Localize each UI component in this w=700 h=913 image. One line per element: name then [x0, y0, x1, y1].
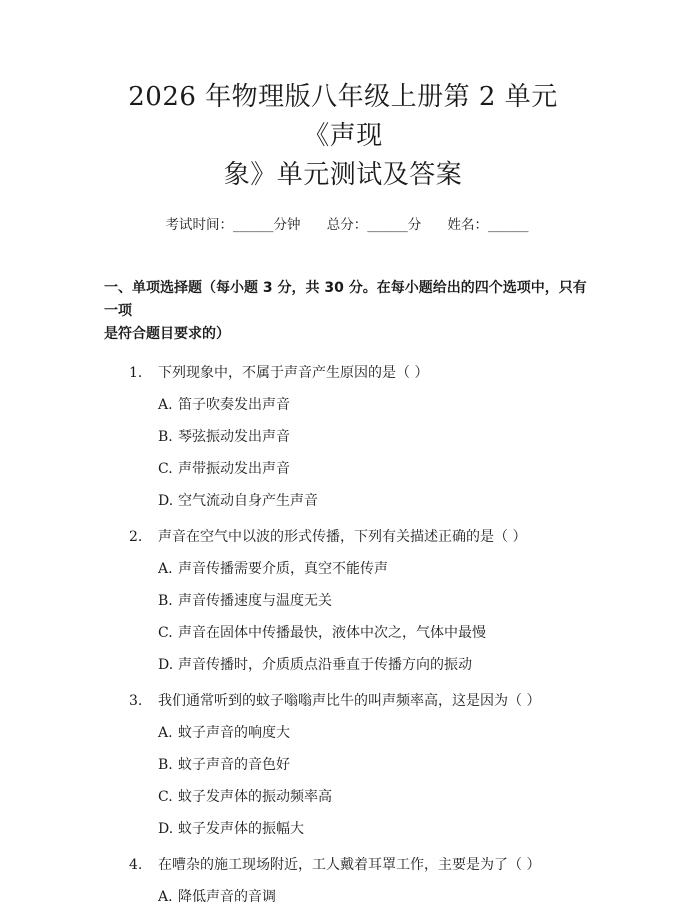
answer-option [158, 453, 590, 485]
option-text: 降低声音的音调 [178, 889, 276, 905]
answer-option [158, 617, 590, 649]
option-text: 空气流动自身产生声音 [178, 493, 318, 509]
option-text: 声音传播需要介质，真空不能传声 [178, 561, 388, 577]
question-item [129, 849, 590, 881]
question-item [129, 685, 590, 717]
option-letter: A. [158, 561, 173, 577]
option-letter: B. [158, 593, 173, 609]
option-letter: C. [158, 461, 173, 477]
student-name: 姓名：______ [447, 217, 529, 233]
answer-option [158, 585, 590, 617]
total-score: 总分：______分 [326, 217, 422, 233]
exam-time: 考试时间：______分钟 [165, 217, 301, 233]
option-text: 声音传播速度与温度无关 [178, 593, 332, 609]
answer-option [158, 749, 590, 781]
answer-option [158, 649, 590, 681]
option-letter: C. [158, 625, 173, 641]
option-letter: B. [158, 757, 173, 773]
question-item [129, 357, 590, 389]
option-text: 声带振动发出声音 [178, 461, 290, 477]
option-letter: A. [158, 889, 173, 905]
answer-option [158, 389, 590, 421]
answer-option [158, 813, 590, 845]
answer-option [158, 421, 590, 453]
question-text: 我们通常听到的蚊子嗡嗡声比牛的叫声频率高，这是因为（ ） [158, 693, 541, 709]
option-text: 蚊子声音的音色好 [178, 757, 290, 773]
question-text: 声音在空气中以波的形式传播，下列有关描述正确的是（ ） [158, 529, 527, 545]
answer-option [158, 717, 590, 749]
question-item [129, 521, 590, 553]
section-heading [104, 277, 590, 346]
option-letter: D. [158, 657, 174, 673]
option-letter: A. [158, 725, 173, 741]
option-text: 蚊子声音的响度大 [178, 725, 290, 741]
option-letter: A. [158, 397, 173, 413]
option-text: 琴弦振动发出声音 [178, 429, 290, 445]
question-list [104, 357, 590, 913]
question-number: 3. [129, 693, 143, 709]
question-text: 在嘈杂的施工现场附近，工人戴着耳罩工作，主要是为了（ ） [158, 857, 541, 873]
option-letter: C. [158, 789, 173, 805]
section-heading-line-2: 是符合题目要求的） [104, 326, 230, 342]
answer-option [158, 553, 590, 585]
title-line-2: 象》单元测试及答案 [223, 160, 463, 190]
question-number: 2. [129, 529, 143, 545]
document-title [104, 78, 582, 195]
answer-option [158, 485, 590, 517]
title-line-1: 2026 年物理版八年级上册第 2 单元《声现 [128, 82, 558, 151]
option-text: 蚊子发声体的振动频率高 [178, 789, 332, 805]
option-text: 声音在固体中传播最快，液体中次之，气体中最慢 [178, 625, 486, 641]
answer-option [158, 781, 590, 813]
question-number: 4. [129, 857, 143, 873]
option-letter: D. [158, 493, 174, 509]
question-number: 1. [129, 365, 143, 381]
answer-option [158, 881, 590, 913]
option-text: 蚊子发声体的振幅大 [178, 821, 304, 837]
option-letter: B. [158, 429, 173, 445]
exam-meta [104, 213, 590, 233]
option-text: 声音传播时，介质质点沿垂直于传播方向的振动 [178, 657, 472, 673]
section-heading-line-1: 一、单项选择题（每小题 3 分，共 30 分。在每小题给出的四个选项中，只有一项 [104, 280, 587, 319]
option-letter: D. [158, 821, 174, 837]
question-text: 下列现象中，不属于声音产生原因的是（ ） [158, 365, 429, 381]
option-text: 笛子吹奏发出声音 [178, 397, 290, 413]
